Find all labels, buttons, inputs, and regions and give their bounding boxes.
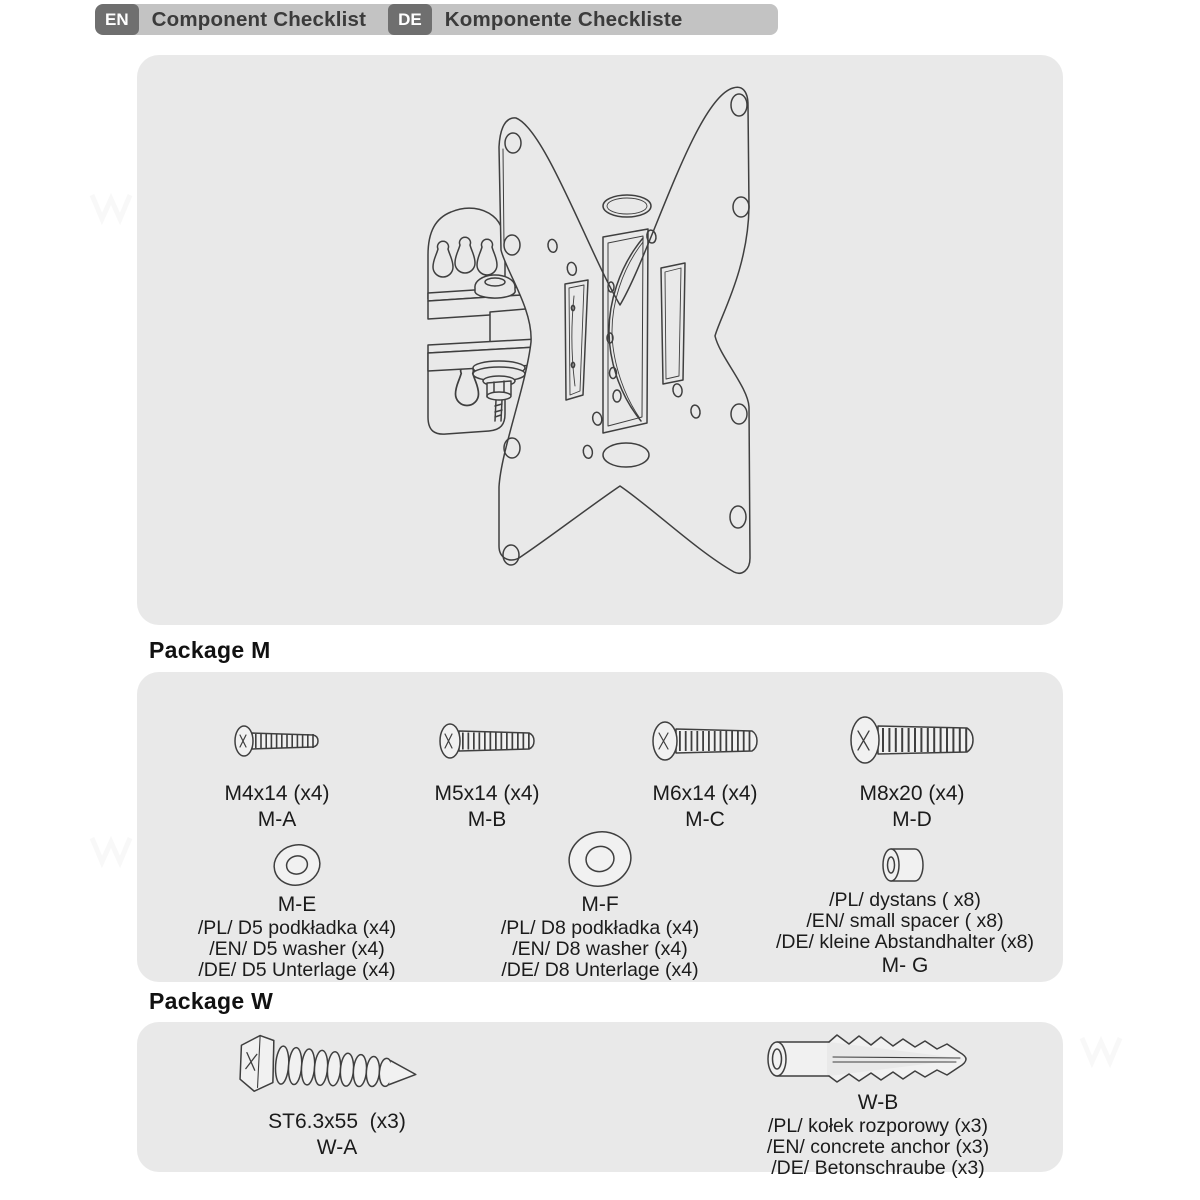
watermark <box>1078 1028 1124 1074</box>
part-desc-en: /EN/ concrete anchor (x3) <box>766 1136 990 1158</box>
wall-mount-diagram-icon <box>137 55 1063 625</box>
machine-screw-icon <box>227 709 327 773</box>
part-size: M8x20 (x4) <box>859 782 965 805</box>
wall-anchor-icon <box>763 1028 993 1090</box>
part-code: W-A <box>316 1136 358 1159</box>
part-m-f <box>500 826 700 981</box>
part-desc-pl: /PL/ D5 podkładka (x4) <box>197 917 397 939</box>
washer-icon <box>557 826 643 892</box>
lag-screw-icon <box>227 1023 447 1116</box>
part-m-b <box>387 702 587 833</box>
header-title-de: Komponente Checkliste <box>444 7 683 31</box>
part-code: W-B <box>857 1091 899 1114</box>
part-size: M4x14 (x4) <box>224 782 330 805</box>
package-m-title: Package M <box>149 637 271 663</box>
spacer-icon <box>878 840 932 890</box>
header-bar <box>95 4 778 35</box>
part-w-a <box>197 1030 477 1161</box>
part-code: M- G <box>881 954 929 977</box>
part-size: ST6.3x55 (x3) <box>268 1110 406 1133</box>
part-desc-de: /DE/ D8 Unterlage (x4) <box>501 959 699 981</box>
part-code: M-F <box>581 893 619 916</box>
part-desc-en: /EN/ D8 washer (x4) <box>512 938 688 960</box>
part-desc-pl: /PL/ kołek rozporowy (x3) <box>768 1115 988 1137</box>
watermark <box>88 828 134 874</box>
watermark <box>88 185 134 231</box>
language-badge-de: DE <box>388 4 432 35</box>
part-code: M-E <box>277 893 317 916</box>
part-code: M-B <box>467 808 507 831</box>
part-m-d <box>812 700 1012 833</box>
part-desc-en: /EN/ small spacer ( x8) <box>806 910 1004 932</box>
part-desc-de: /DE/ kleine Abstandhalter (x8) <box>776 931 1034 953</box>
part-desc-de: /DE/ Betonschraube (x3) <box>771 1157 985 1179</box>
part-size: M5x14 (x4) <box>434 782 540 805</box>
part-m-a <box>177 702 377 833</box>
machine-screw-icon <box>841 702 983 778</box>
machine-screw-icon <box>431 708 543 774</box>
header-title-en: Component Checklist <box>151 7 367 31</box>
part-code: M-A <box>257 808 297 831</box>
machine-screw-icon <box>644 706 766 776</box>
part-m-e <box>197 838 397 981</box>
part-m-g <box>755 840 1055 979</box>
part-code: M-C <box>685 808 725 831</box>
part-size: M6x14 (x4) <box>652 782 758 805</box>
language-badge-en: EN <box>95 4 139 35</box>
part-desc-de: /DE/ D5 Unterlage (x4) <box>198 959 396 981</box>
part-code: M-D <box>892 808 932 831</box>
package-w-title: Package W <box>149 988 274 1014</box>
part-w-b <box>728 1028 1028 1179</box>
part-desc-en: /EN/ D5 washer (x4) <box>209 938 385 960</box>
part-desc-pl: /PL/ D8 podkładka (x4) <box>500 917 700 939</box>
diagram-panel <box>137 55 1063 625</box>
part-m-c <box>605 702 805 833</box>
part-desc-pl: /PL/ dystans ( x8) <box>829 889 981 911</box>
washer-icon <box>264 838 330 892</box>
